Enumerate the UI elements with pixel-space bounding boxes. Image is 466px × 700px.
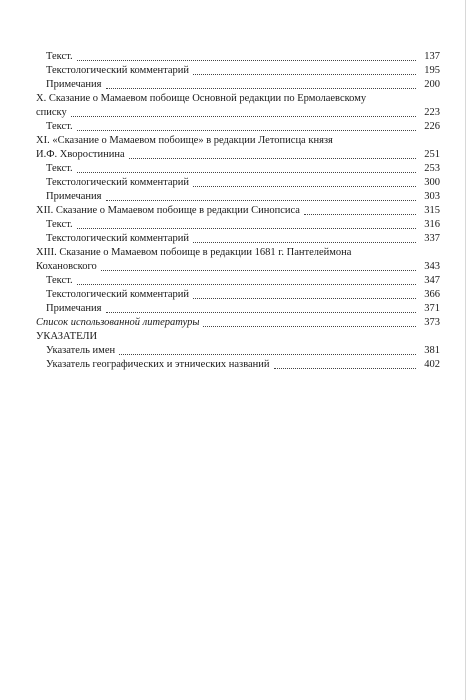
dot-leader xyxy=(77,228,416,229)
toc-entry-page-number: 195 xyxy=(424,65,440,76)
toc-entry-page-number: 315 xyxy=(424,205,440,216)
dot-leader xyxy=(106,312,416,313)
toc-entry xyxy=(36,148,440,162)
toc-entry-title: Текст. xyxy=(46,275,73,286)
toc-entry xyxy=(36,106,440,120)
toc-entry-title: Указатель географических и этнических названий xyxy=(46,359,270,370)
toc-entry-title: Текстологический комментарий xyxy=(46,233,190,244)
toc-entry-page-number: 300 xyxy=(424,177,440,188)
toc-entry-page-number: 402 xyxy=(424,359,440,370)
toc-entry-page-number: 137 xyxy=(424,51,440,62)
toc-entry xyxy=(36,78,440,92)
dot-leader xyxy=(129,158,416,159)
dot-leader xyxy=(119,354,416,355)
toc-entry xyxy=(36,246,440,260)
toc-entry-page-number: 381 xyxy=(424,345,440,356)
dot-leader xyxy=(193,74,416,75)
toc-entry xyxy=(36,288,440,302)
toc-entry-page-number: 373 xyxy=(424,317,440,328)
toc-entry xyxy=(36,344,440,358)
toc-entry xyxy=(36,316,440,330)
toc-entry-title: Текстологический комментарий xyxy=(46,65,190,76)
dot-leader xyxy=(193,186,416,187)
toc-entry xyxy=(36,134,440,148)
dot-leader xyxy=(193,298,416,299)
table-of-contents xyxy=(36,50,440,372)
toc-entry-page-number: 226 xyxy=(424,121,440,132)
toc-entry-page-number: 303 xyxy=(424,191,440,202)
toc-entry-title: Текст. xyxy=(46,163,73,174)
toc-entry-title: Текст. xyxy=(46,51,73,62)
toc-entry-page-number: 316 xyxy=(424,219,440,230)
toc-entry-page-number: 200 xyxy=(424,79,440,90)
toc-entry xyxy=(36,302,440,316)
toc-entry-page-number: 343 xyxy=(424,261,440,272)
toc-entry-title: списку xyxy=(36,107,67,118)
toc-entry xyxy=(36,92,440,106)
toc-entry xyxy=(36,50,440,64)
toc-entry-title: Текстологический комментарий xyxy=(46,177,190,188)
dot-leader xyxy=(101,270,416,271)
toc-entry-title: XIII. Сказание о Мамаевом побоище в редакции 1681 г. Пантелеймона xyxy=(36,247,352,258)
toc-entry-page-number: 371 xyxy=(424,303,440,314)
toc-entry-title: Текстологический комментарий xyxy=(46,289,190,300)
dot-leader xyxy=(77,130,416,131)
toc-entry-page-number: 337 xyxy=(424,233,440,244)
dot-leader xyxy=(77,284,416,285)
toc-entry xyxy=(36,64,440,78)
dot-leader xyxy=(106,200,416,201)
toc-entry xyxy=(36,190,440,204)
dot-leader xyxy=(193,242,416,243)
toc-entry-title: Текст. xyxy=(46,121,73,132)
dot-leader xyxy=(203,326,416,327)
toc-entry-title: Примечания xyxy=(46,303,102,314)
toc-entry xyxy=(36,218,440,232)
dot-leader xyxy=(77,60,416,61)
dot-leader xyxy=(304,214,416,215)
toc-entry-page-number: 366 xyxy=(424,289,440,300)
toc-entry xyxy=(36,176,440,190)
dot-leader xyxy=(106,88,416,89)
toc-entry-page-number: 251 xyxy=(424,149,440,160)
toc-entry-title: И.Ф. Хворостинина xyxy=(36,149,125,160)
toc-entry-title: Список использованной литературы xyxy=(36,317,200,328)
dot-leader xyxy=(71,116,416,117)
toc-entry-title: XI. «Сказание о Мамаевом побоище» в редакции Летописца князя xyxy=(36,135,333,146)
toc-entry xyxy=(36,330,440,344)
toc-entry-title: УКАЗАТЕЛИ xyxy=(36,331,98,342)
toc-entry-page-number: 223 xyxy=(424,107,440,118)
toc-entry-page-number: 347 xyxy=(424,275,440,286)
toc-entry xyxy=(36,358,440,372)
toc-entry xyxy=(36,232,440,246)
toc-entry-title: X. Сказание о Мамаевом побоище Основной редакции по Ермолаевскому xyxy=(36,93,367,104)
toc-entry-title: XII. Сказание о Мамаевом побоище в редакции Синопсиса xyxy=(36,205,300,216)
toc-entry xyxy=(36,162,440,176)
toc-entry-title: Текст. xyxy=(46,219,73,230)
toc-entry-page-number: 253 xyxy=(424,163,440,174)
toc-entry-title: Указатель имен xyxy=(46,345,116,356)
toc-entry xyxy=(36,204,440,218)
toc-entry xyxy=(36,120,440,134)
toc-entry xyxy=(36,260,440,274)
toc-entry-title: Кохановского xyxy=(36,261,97,272)
toc-entry-title: Примечания xyxy=(46,191,102,202)
toc-entry xyxy=(36,274,440,288)
dot-leader xyxy=(274,368,416,369)
dot-leader xyxy=(77,172,416,173)
toc-entry-title: Примечания xyxy=(46,79,102,90)
